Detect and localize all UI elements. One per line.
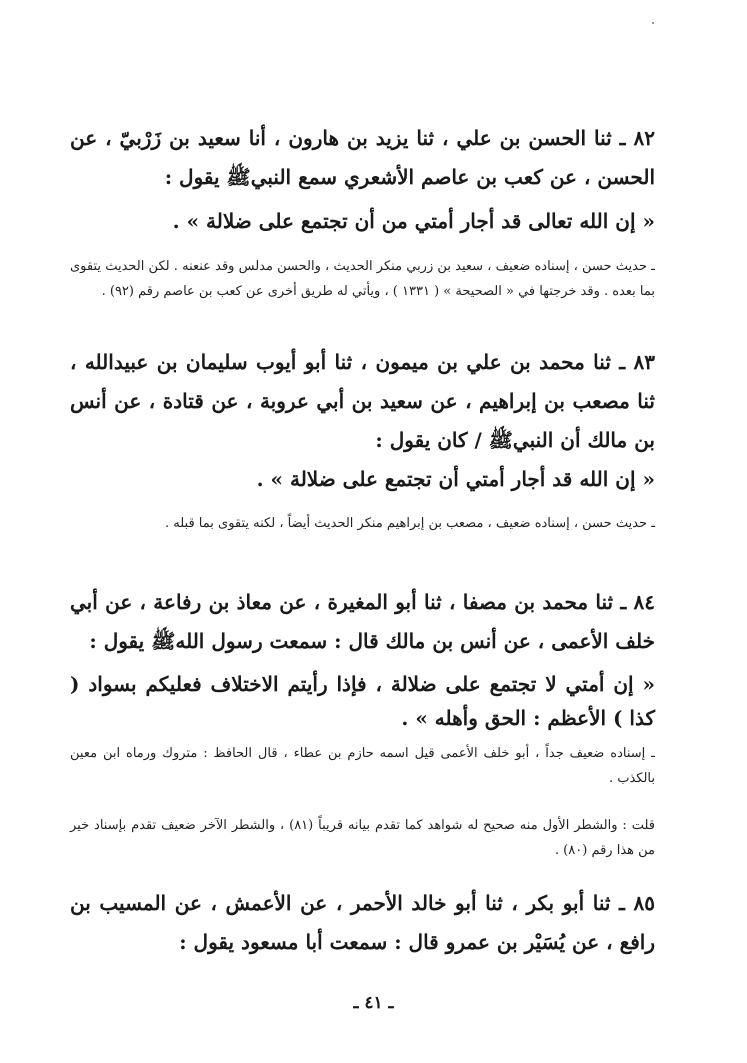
hadith-84 <box>70 583 655 661</box>
hadith-text: ـ ثنا الحسن بن علي ، ثنا يزيد بن هارون ، أنا سعيد بن زَرْبيّ ، عن الحسن ، عن كعب بن عاصم الأشعري سمع النبيﷺ يقول : <box>70 126 655 189</box>
hadith-85 <box>70 884 655 962</box>
hadith-number: ٨٣ <box>633 350 655 374</box>
footnote-82: ـ حديث حسن ، إسناده ضعيف ، سعيد بن زربي منكر الحديث ، والحسن مدلس وقد عنعنه . لكن الحديث يتقوى بما بعده . وقد خرجتها في « الصحيحة » ( ١٣٣١ ) ، ويأتي له طريق أخرى عن كعب بن عاصم رقم (٩٢) . <box>70 259 655 299</box>
hadith-quote-83: « إن الله قد أجار أمتي أن تجتمع على ضلالة » . <box>256 467 655 491</box>
hadith-83 <box>70 343 655 460</box>
hadith-quote-84: « إن أمتي لا تجتمع على ضلالة ، فإذا رأيتم الاختلاف فعليكم بسواد ( كذا ) الأعظم : الحق وأهله » . <box>70 672 655 730</box>
page-number: ـ ٤١ ـ <box>353 993 394 1013</box>
hadith-text: ـ ثنا أبو بكر ، ثنا أبو خالد الأحمر ، عن الأعمش ، عن المسيب بن رافع ، عن يُسَيْر بن عمرو قال : سمعت أبا مسعود يقول : <box>70 891 655 954</box>
footnote-84-comment: قلت : والشطر الأول منه صحيح له شواهد كما تقدم بيانه قريباً (٨١) ، والشطر الآخر ضعيف تقدم بإسناد خير من هذا رقم (٨٠) . <box>70 818 656 858</box>
hadith-number: ٨٤ <box>633 590 656 614</box>
footnote-84: ـ إسناده ضعيف جداً ، أبو خلف الأعمى قيل اسمه حازم بن عطاء ، قال الحافظ : متروك ورماه ابن معين بالكذب . <box>70 746 655 786</box>
hadith-text: ـ ثنا محمد بن مصفا ، ثنا أبو المغيرة ، عن معاذ بن رفاعة ، عن أبي خلف الأعمى ، عن أنس بن مالك قال : سمعت رسول اللهﷺ يقول : <box>70 590 655 653</box>
footnote-83: ـ حديث حسن ، إسناده ضعيف ، مصعب بن إبراهيم منكر الحديث أيضاً ، لكنه يتقوى بما قبله . <box>164 516 655 531</box>
hadith-number: ٨٥ <box>633 891 655 915</box>
hadith-number: ٨٢ <box>633 126 655 150</box>
scan-speck <box>652 22 654 24</box>
hadith-quote-82: « إن الله تعالى قد أجار أمتي من أن تجتمع على ضلالة » . <box>172 209 655 233</box>
hadith-82 <box>70 119 655 197</box>
hadith-text: ـ ثنا محمد بن علي بن ميمون ، ثنا أبو أيوب سليمان بن عبيدالله ، ثنا مصعب بن إبراهيم ، عن سعيد بن أبي عروبة ، عن قتادة ، عن أنس بن مالك أن النبيﷺ / كان يقول : <box>70 350 655 452</box>
